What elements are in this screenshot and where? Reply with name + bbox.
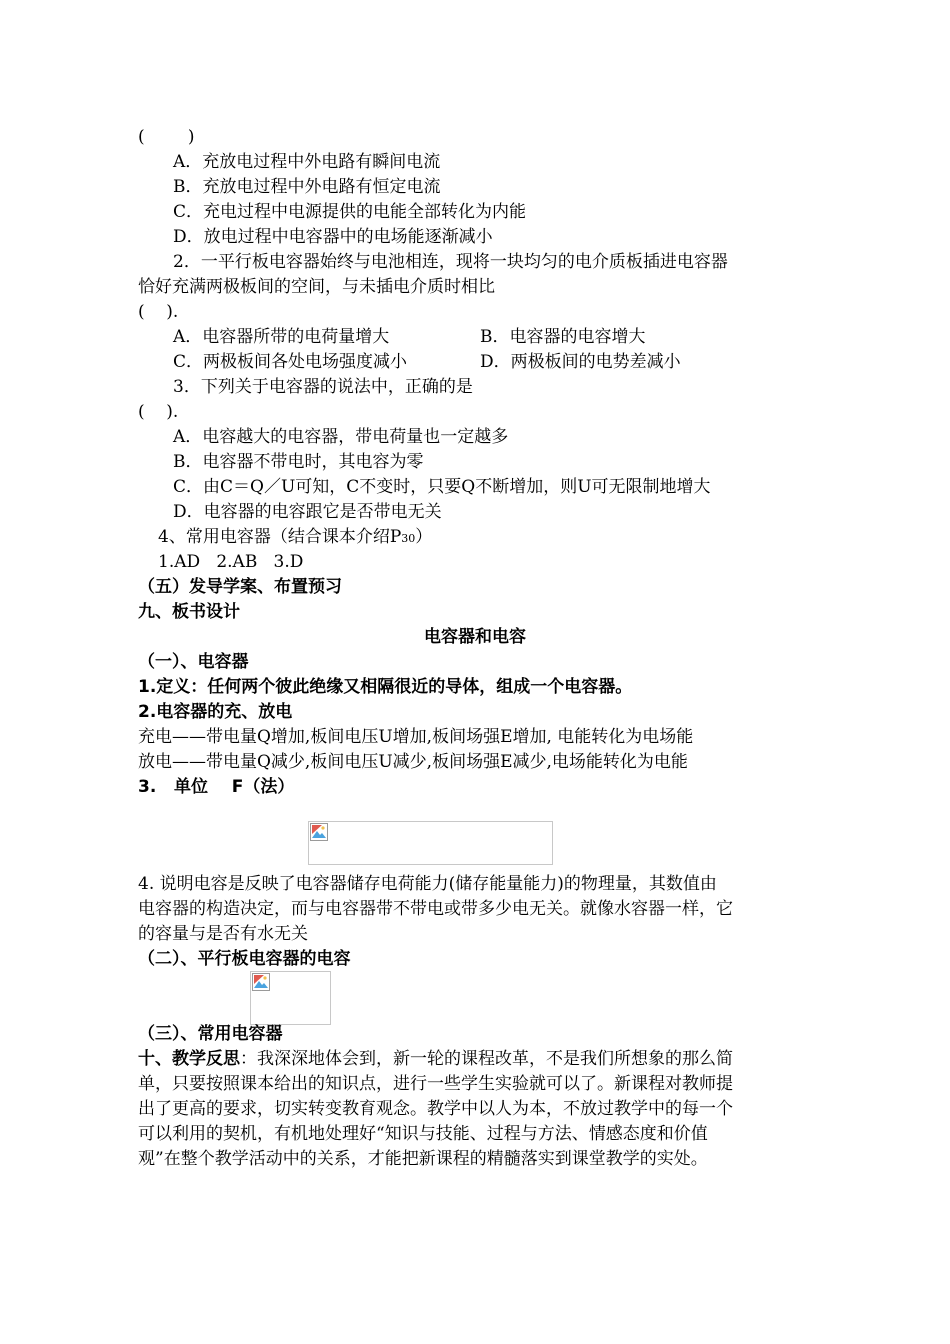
section-9-heading: 九、板书设计	[138, 602, 240, 622]
q3-option-a: A．电容越大的电容器，带电荷量也一定越多	[173, 427, 509, 447]
reflection-line2: 单，只要按照课本给出的知识点，进行一些学生实验就可以了。新课程对教师提	[138, 1074, 733, 1094]
q3-option-d: D．电容器的电容跟它是否带电无关	[173, 502, 442, 522]
page-subscript: 30	[401, 532, 416, 545]
q1-option-b: B．充放电过程中外电路有恒定电流	[173, 177, 441, 197]
board-definition: 1.定义：任何两个彼此绝缘又相隔很近的导体，组成一个电容器。	[138, 677, 633, 697]
board-note-line2: 电容器的构造决定，而与电容器带不带电或带多少电无关。就像水容器一样，它	[138, 899, 733, 919]
formula-image-placeholder	[308, 821, 553, 865]
q1-answer-paren: ( )	[138, 127, 195, 147]
q1-option-a: A．充放电过程中外电路有瞬间电流	[173, 152, 441, 172]
q2-option-c: C．两极板间各处电场强度减小	[173, 352, 408, 372]
board-note-line3: 的容量与是否有水无关	[138, 924, 308, 944]
q2-option-b: B．电容器的电容增大	[480, 327, 646, 347]
q3-option-c: C．由C＝Q／U可知，C不变时，只要Q不断增加，则U可无限制地增大	[173, 477, 711, 497]
board-charge-heading: 2.电容器的充、放电	[138, 702, 293, 722]
q2-stem-line1: 2．一平行板电容器始终与电池相连，现将一块均匀的电介质板插进电容器	[173, 252, 728, 272]
q3-option-b: B．电容器不带电时，其电容为零	[173, 452, 424, 472]
board-unit-line: 3. 单位 F（法）	[138, 777, 295, 797]
reflection-text-1: ：我深深地体会到，新一轮的课程改革，不是我们所想象的那么简	[240, 1049, 733, 1069]
q2-option-d: D．两极板间的电势差减小	[480, 352, 681, 372]
answer-key: 1.AD 2.AB 3.D	[158, 552, 304, 572]
q1-option-d: D．放电过程中电容器中的电场能逐渐减小	[173, 227, 493, 247]
board-title: 电容器和电容	[424, 627, 526, 647]
q2-option-a: A．电容器所带的电荷量增大	[173, 327, 390, 347]
board-note-line1: 4. 说明电容是反映了电容器储存电荷能力(储存能量能力)的物理量，其数值由	[138, 874, 717, 894]
broken-image-icon	[252, 973, 270, 991]
q1-option-c: C．充电过程中电源提供的电能全部转化为内能	[173, 202, 527, 222]
q3-answer-paren: ( ).	[138, 402, 179, 422]
board-discharging-line: 放电——带电量Q减少,板间电压U减少,板间场强E减少,电场能转化为电能	[138, 752, 688, 772]
board-subheading-2: （二）、平行板电容器的电容	[138, 949, 351, 969]
q2-stem-line2: 恰好充满两极板间的空间，与未插电介质时相比	[138, 277, 495, 297]
board-subheading-3: （三）、常用电容器	[138, 1024, 283, 1044]
common-capacitors-line	[158, 526, 432, 550]
reflection-line1	[138, 1048, 733, 1072]
reflection-line4: 可以利用的契机，有机地处理好“知识与技能、过程与方法、情感态度和价值	[138, 1124, 708, 1144]
section-5-heading: （五）发导学案、布置预习	[138, 577, 342, 597]
board-charging-line: 充电——带电量Q增加,板间电压U增加,板间场强E增加, 电能转化为电场能	[138, 727, 694, 747]
board-subheading-1: （一）、电容器	[138, 652, 249, 672]
q2-answer-paren: ( ).	[138, 302, 179, 322]
broken-image-icon	[310, 823, 328, 841]
parallel-plate-image-placeholder	[250, 971, 331, 1025]
q3-stem: 3．下列关于电容器的说法中，正确的是	[173, 377, 473, 397]
reflection-line3: 出了更高的要求，切实转变教育观念。教学中以人为本，不放过教学中的每一个	[138, 1099, 733, 1119]
common-capacitors-label: 4、常用电容器（结合课本介绍P	[158, 527, 402, 547]
q2-options-row2	[173, 351, 893, 375]
reflection-line5: 观”在整个教学活动中的关系，才能把新课程的精髓落实到课堂教学的实处。	[138, 1149, 708, 1169]
q2-options-row1	[173, 326, 893, 350]
reflection-label: 十、教学反思	[138, 1049, 240, 1069]
common-capacitors-close: ）	[415, 527, 433, 547]
